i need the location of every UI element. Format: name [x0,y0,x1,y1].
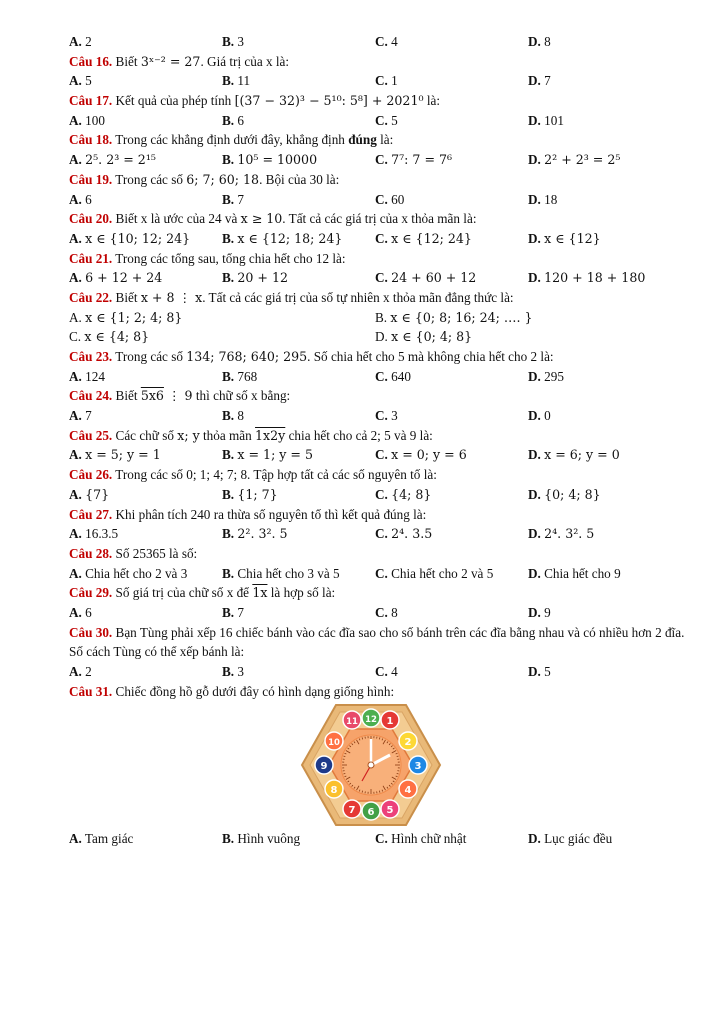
q31-option-b[interactable]: B. Hình vuông [222,831,301,847]
q24-option-d[interactable]: D. 0 [528,408,551,424]
q23-stem: Câu 23. Trong các số 134; 768; 640; 295. Số chia hết cho 5 mà không chia hết cho 2 là: [69,349,554,364]
q16-option-b[interactable]: B. 11 [222,73,251,89]
q28-options [69,564,689,584]
q15-option-a[interactable]: A. 2 [69,34,92,49]
q30-option-c[interactable]: C. 4 [375,664,398,680]
clock-number-label: 12 [365,715,377,726]
q22-option-b[interactable]: B. x ∈ {0; 8; 16; 24; …. } [375,309,533,325]
q26-option-b[interactable]: B. {1; 7} [222,486,278,502]
q28-option-a[interactable]: A. Chia hết cho 2 và 3 [69,565,188,581]
q24-options [69,406,689,426]
q23-options [69,367,689,387]
q16-option-a[interactable]: A. 5 [69,73,92,89]
q16-option-c[interactable]: C. 1 [375,73,398,89]
q15-option-b[interactable]: B. 3 [222,34,244,49]
q21-option-c[interactable]: C. 24 + 60 + 12 [375,270,477,286]
q30-option-a[interactable]: A. 2 [69,664,92,680]
q29-stem: Câu 29. Số giá trị của chữ số x để 1x là hợp số là: [69,585,336,601]
q24-stem: Câu 24. Biết 5x6 ⋮ 9 thì chữ số x bằng: [69,388,291,404]
q22-option-a[interactable]: A. x ∈ {1; 2; 4; 8} [69,309,183,325]
q23-option-c[interactable]: C. 640 [375,368,411,384]
q20-option-a[interactable]: A. x ∈ {10; 12; 24} [69,230,191,246]
q16-stem: Câu 16. Biết 3ˣ⁻² = 27. Giá trị của x là: [69,53,290,69]
q27-option-b[interactable]: B. 2². 3². 5 [222,526,288,542]
q25-option-d[interactable]: D. x = 6; y = 0 [528,447,620,463]
clock-number-label: 6 [367,807,375,819]
q28-option-b[interactable]: B. Chia hết cho 3 và 5 [222,565,340,581]
q17-option-b[interactable]: B. 6 [222,112,244,128]
clock-number-label: 5 [386,805,394,817]
q17-option-d[interactable]: D. 101 [528,112,564,128]
clock-number-label: 1 [386,716,394,728]
q18-options [69,150,689,170]
q28-stem: Câu 28. Số 25365 là số: [69,545,198,561]
q20-stem: Câu 20. Biết x là ước của 24 và x ≥ 10. Tất cả các giá trị của x thỏa mãn là: [69,211,477,227]
q26-stem: Câu 26. Trong các số 0; 1; 4; 7; 8. Tập hợp tất cả các số nguyên tố là: [69,467,437,483]
worksheet-page [69,32,689,849]
clock-number-label: 4 [404,785,412,797]
q17-stem: Câu 17. Kết quả của phép tính [(37 − 32)³ − 5¹⁰: 5⁸] + 2021⁰ là: [69,93,440,109]
q21-options [69,268,689,288]
wooden-clock-icon [300,703,442,827]
q19-stem: Câu 19. Trong các số 6; 7; 60; 18. Bội của 30 là: [69,171,340,187]
q21-option-d[interactable]: D. 120 + 18 + 180 [528,270,646,286]
q25-option-b[interactable]: B. x = 1; y = 5 [222,447,313,463]
q27-stem: Câu 27. Khi phân tích 240 ra thừa số nguyên tố thì kết quả đúng là: [69,506,427,522]
q30-option-d[interactable]: D. 5 [528,664,551,680]
q27-option-d[interactable]: D. 2⁴. 3². 5 [528,526,595,542]
q25-option-c[interactable]: C. x = 0; y = 6 [375,447,467,463]
q21-option-b[interactable]: B. 20 + 12 [222,270,288,286]
q23-option-a[interactable]: A. 124 [69,368,105,384]
clock-number-label: 10 [328,738,340,749]
q21-stem: Câu 21. Trong các tổng sau, tổng chia hết cho 12 là: [69,250,346,266]
q29-option-c[interactable]: C. 8 [375,604,398,620]
q27-option-a[interactable]: A. 16.3.5 [69,526,119,542]
q22-option-d[interactable]: D. x ∈ {0; 4; 8} [375,329,473,345]
q31-options [69,829,689,849]
q29-option-d[interactable]: D. 9 [528,604,551,620]
q15-options [69,32,689,52]
q17-option-a[interactable]: A. 100 [69,112,105,128]
q15-option-d[interactable]: D. 8 [528,34,551,49]
q17-option-c[interactable]: C. 5 [375,112,398,128]
q20-option-b[interactable]: B. x ∈ {12; 18; 24} [222,230,343,246]
q25-option-a[interactable]: A. x = 5; y = 1 [69,447,161,463]
q18-option-c[interactable]: C. 7⁷: 7 = 7⁶ [375,152,453,168]
q19-option-a[interactable]: A. 6 [69,191,92,207]
clock-number-label: 11 [346,717,358,728]
q24-option-b[interactable]: B. 8 [222,408,244,424]
q30-option-b[interactable]: B. 3 [222,664,244,680]
q23-option-d[interactable]: D. 295 [528,368,564,384]
q26-options [69,485,689,505]
q22-options-row2 [69,327,689,347]
q18-option-b[interactable]: B. 10⁵ = 10000 [222,152,318,168]
q29-options [69,603,689,623]
q31-option-c[interactable]: C. Hình chữ nhật [375,831,467,847]
q26-option-a[interactable]: A. {7} [69,486,110,502]
clock-number-label: 7 [348,805,356,817]
clock-number-label: 8 [330,785,338,797]
q16-options [69,71,689,91]
clock-number-label: 3 [414,761,422,773]
q29-option-a[interactable]: A. 6 [69,604,92,620]
q31-option-d[interactable]: D. Lục giác đều [528,831,613,847]
q31-option-a[interactable]: A. Tam giác [69,831,134,847]
q24-option-c[interactable]: C. 3 [375,408,398,424]
q18-stem: Câu 18. Trong các khẳng định dưới đây, khẳng định đúng là: [69,132,394,148]
q22-stem: Câu 22. Biết x + 8 ⋮ x. Tất cả các giá trị của số tự nhiên x thỏa mãn đẳng thức là: [69,289,514,305]
wooden-clock-image [69,701,689,829]
q19-option-c[interactable]: C. 60 [375,191,405,207]
q27-option-c[interactable]: C. 2⁴. 3.5 [375,526,433,542]
q23-option-b[interactable]: B. 768 [222,368,258,384]
q18-option-d[interactable]: D. 2² + 2³ = 2⁵ [528,152,621,168]
clock-number-label: 9 [320,761,328,773]
q28-option-c[interactable]: C. Chia hết cho 2 và 5 [375,565,494,581]
q31-stem: Câu 31. Chiếc đồng hồ gỗ dưới đây có hình dạng giống hình: [69,683,395,699]
q24-option-a[interactable]: A. 7 [69,408,92,424]
q21-option-a[interactable]: A. 6 + 12 + 24 [69,270,163,286]
q30-stem: Câu 30. Bạn Tùng phải xếp 16 chiếc bánh vào các đĩa sao cho số bánh trên các đĩa bằng nhau và có nhiều hơn 2 đĩa. Số cách Tùng có thể xếp bánh là: [69,624,685,660]
q27-options [69,524,689,544]
q19-option-b[interactable]: B. 7 [222,191,244,207]
q20-option-d[interactable]: D. x ∈ {12} [528,230,601,246]
q25-options [69,445,689,465]
q26-option-d[interactable]: D. {0; 4; 8} [528,486,601,502]
q17-options [69,111,689,131]
q18-option-a[interactable]: A. 2⁵. 2³ = 2¹⁵ [69,152,156,168]
q16-option-d[interactable]: D. 7 [528,73,551,89]
q25-stem: Câu 25. Các chữ số x; y thỏa mãn 1x2y chia hết cho cả 2; 5 và 9 là: [69,427,433,443]
q28-option-d[interactable]: D. Chia hết cho 9 [528,565,621,581]
q15-option-c[interactable]: C. 4 [375,34,398,49]
q22-options-row1 [69,308,689,328]
q19-options [69,190,689,210]
q26-option-c[interactable]: C. {4; 8} [375,486,432,502]
q20-option-c[interactable]: C. x ∈ {12; 24} [375,230,472,246]
clock-number-label: 2 [404,737,412,749]
q20-options [69,229,689,249]
q19-option-d[interactable]: D. 18 [528,191,558,207]
q30-options [69,662,689,682]
q22-option-c[interactable]: C. x ∈ {4; 8} [69,329,150,345]
q29-option-b[interactable]: B. 7 [222,604,244,620]
